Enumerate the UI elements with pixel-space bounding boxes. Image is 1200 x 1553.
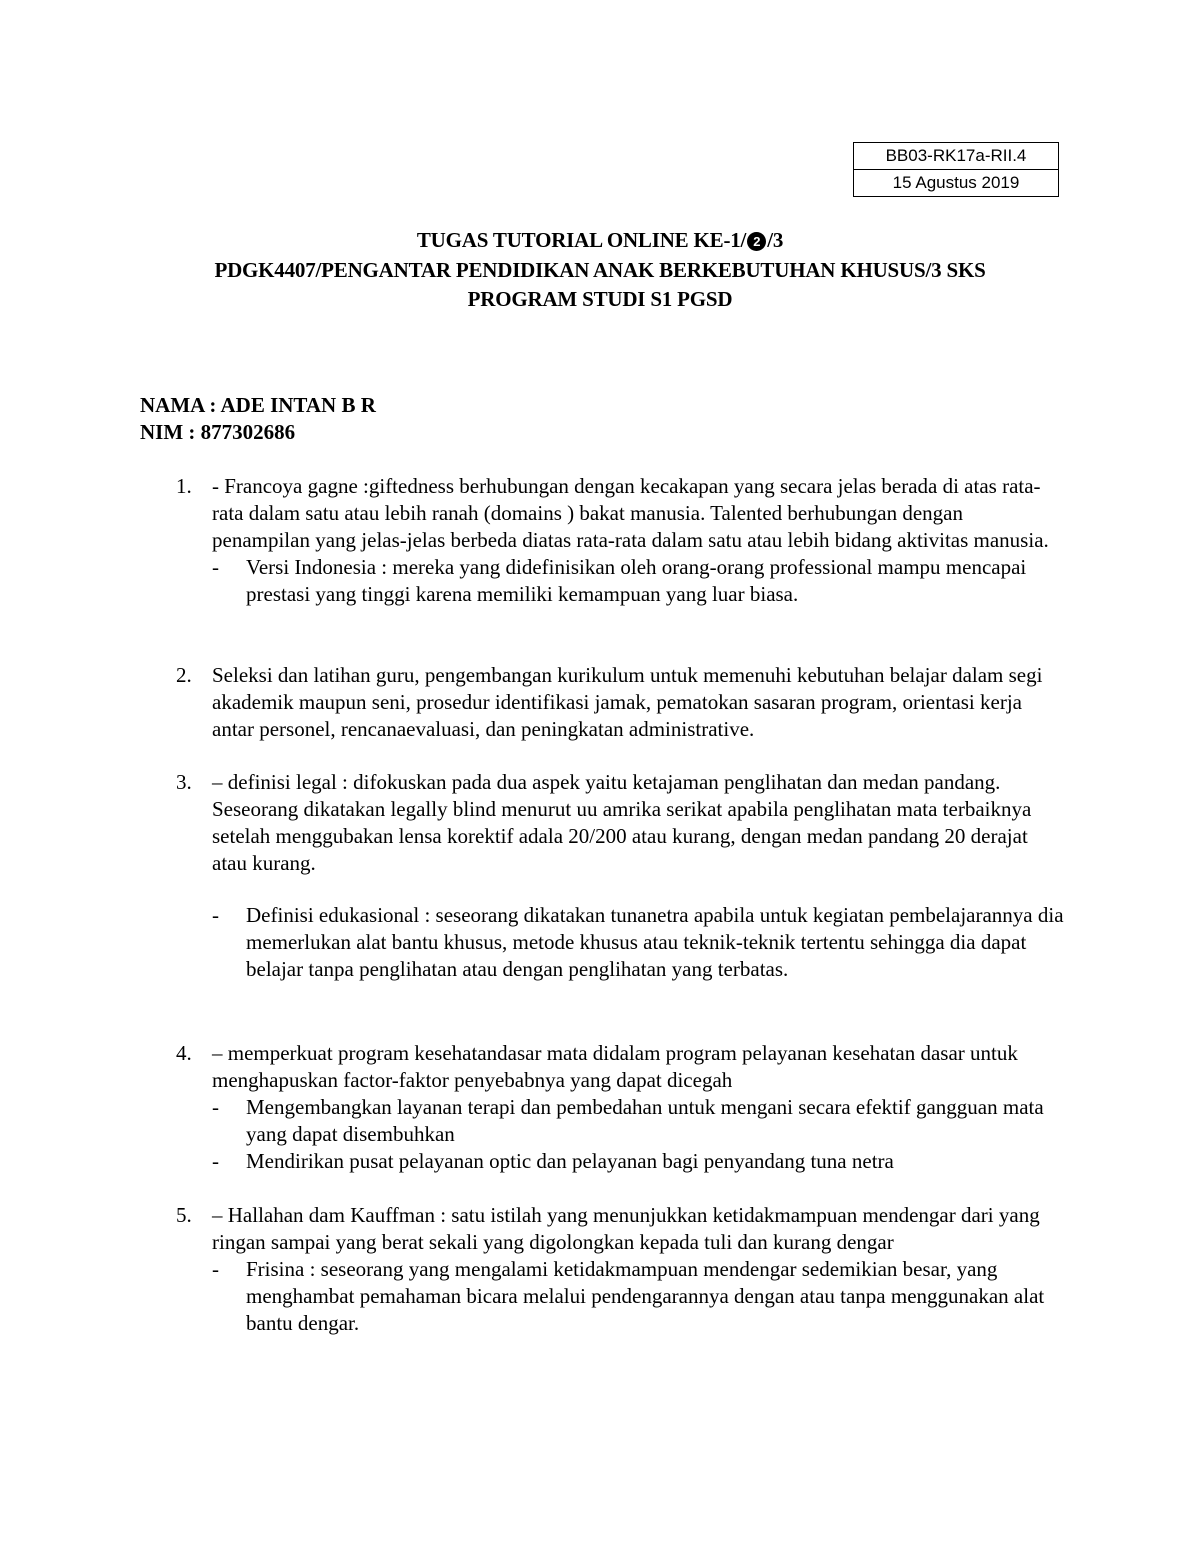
- item-text: – memperkuat program kesehatandasar mata didalam program pelayanan kesehatan dasar untuk menghapuskan factor-faktor penyebabnya yang dapat dicegah: [212, 1041, 1018, 1092]
- sub-item-text: Frisina : seseorang yang mengalami ketidakmampuan mendengar sedemikian besar, yang menghambat pemahaman bicara melalui pendengarannya dengan atau tanpa menggunakan alat bantu dengar.: [246, 1257, 1045, 1335]
- sub-item: [212, 1148, 1066, 1175]
- item-number: 3.: [176, 770, 192, 794]
- student-name: NAMA : ADE INTAN B R: [140, 393, 376, 417]
- sub-item: [212, 1256, 1066, 1337]
- sub-item-text: Definisi edukasional : seseorang dikatakan tunanetra apabila untuk kegiatan pembelajarannya dia memerlukan alat bantu khusus, metode khusus atau teknik-teknik tertentu sehingga dia dapat belajar tanpa penglihatan atau dengan penglihatan yang terbatas.: [246, 903, 1064, 981]
- heading-line-1: [0, 226, 1200, 254]
- heading-line-1-suffix: /3: [767, 228, 784, 252]
- heading-program: PROGRAM STUDI S1 PGSD: [467, 287, 733, 311]
- sub-item-text: Mendirikan pusat pelayanan optic dan pelayanan bagi penyandang tuna netra: [246, 1149, 894, 1173]
- document-date: 15 Agustus 2019: [854, 170, 1059, 197]
- document-code-box: [853, 142, 1059, 197]
- item-number: 4.: [176, 1041, 192, 1065]
- dash-bullet: -: [212, 1149, 219, 1173]
- list-item-1: [176, 473, 1066, 608]
- list-item-3: [176, 769, 1066, 983]
- student-nim: NIM : 877302686: [140, 420, 296, 444]
- list-item-2: [176, 662, 1066, 743]
- circled-number-2: 2: [747, 232, 766, 251]
- heading-course: PDGK4407/PENGANTAR PENDIDIKAN ANAK BERKEBUTUHAN KHUSUS/3 SKS: [214, 258, 986, 282]
- list-item-5: [176, 1202, 1066, 1337]
- dash-bullet: -: [212, 555, 219, 579]
- sub-item-text: Versi Indonesia : mereka yang didefinisikan oleh orang-orang professional mampu mencapai prestasi yang tinggi karena memiliki kemampuan yang luar biasa.: [246, 555, 1027, 606]
- item-text: Seleksi dan latihan guru, pengembangan kurikulum untuk memenuhi kebutuhan belajar dalam segi akademik maupun seni, prosedur identifikasi jamak, pematokan sasaran program, orientasi kerja antar personel, rencanaevaluasi, dan peningkatan administrative.: [212, 663, 1043, 741]
- dash-bullet: -: [212, 903, 219, 927]
- dash-bullet: -: [212, 1095, 219, 1119]
- item-text: – Hallahan dam Kauffman : satu istilah yang menunjukkan ketidakmampuan mendengar dari yang ringan sampai yang berat sekali yang digolongkan kepada tuli dan kurang dengar: [212, 1203, 1040, 1254]
- item-number: 1.: [176, 474, 192, 498]
- sub-item: [212, 902, 1066, 983]
- sub-item: [212, 1094, 1066, 1148]
- item-text: - Francoya gagne :giftedness berhubungan dengan kecakapan yang secara jelas berada di atas rata-rata dalam satu atau lebih ranah (domains ) bakat manusia. Talented berhubungan dengan penampilan yang jelas-jelas berbeda diatas rata-rata dalam satu atau lebih bidang aktivitas manusia.: [212, 474, 1049, 552]
- sub-item-text: Mengembangkan layanan terapi dan pembedahan untuk mengani secara efektif gangguan mata yang dapat disembuhkan: [246, 1095, 1044, 1146]
- document-code: BB03-RK17a-RII.4: [854, 143, 1059, 170]
- sub-item: [212, 554, 1066, 608]
- item-text: – definisi legal : difokuskan pada dua aspek yaitu ketajaman penglihatan dan medan pandang. Seseorang dikatakan legally blind menurut uu amrika serikat apabila penglihatan mata terbaiknya setelah menggubakan lensa korektif adala 20/200 atau kurang, dengan medan pandang 20 derajat atau kurang.: [212, 770, 1032, 875]
- heading-line-1-prefix: TUGAS TUTORIAL ONLINE KE-1/: [416, 228, 747, 252]
- item-number: 5.: [176, 1203, 192, 1227]
- list-item-4: [176, 1040, 1066, 1175]
- dash-bullet: -: [212, 1257, 219, 1281]
- item-number: 2.: [176, 663, 192, 687]
